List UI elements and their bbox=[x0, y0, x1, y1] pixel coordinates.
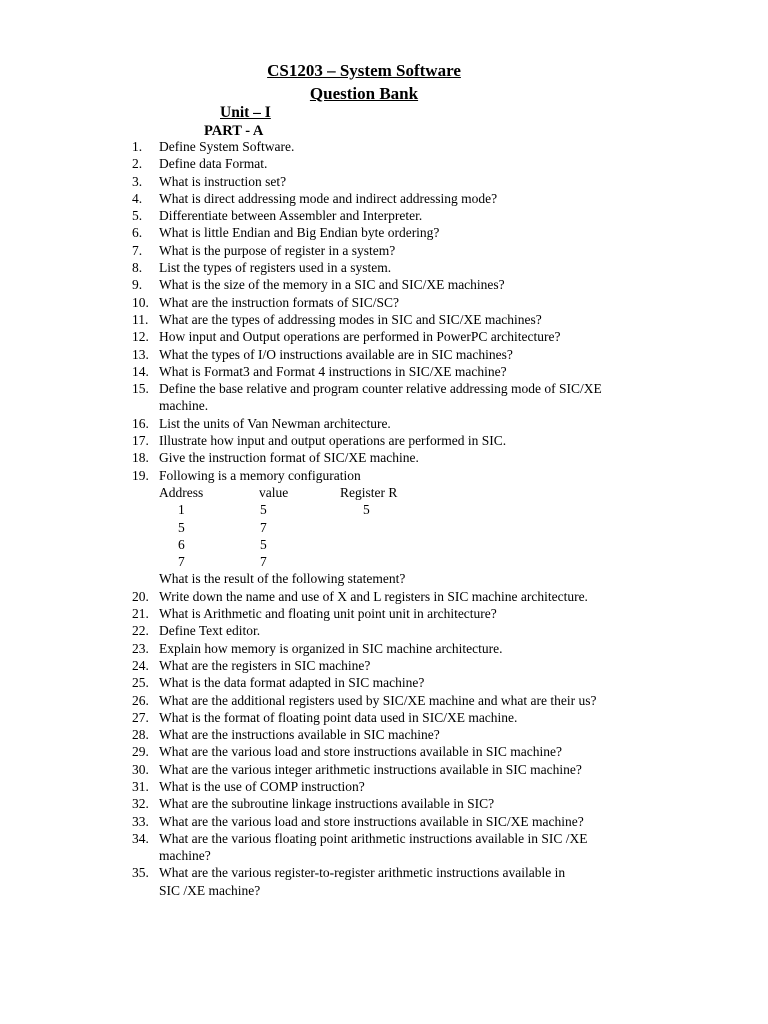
question-text: What are the types of addressing modes in SIC and SIC/XE machines? bbox=[159, 311, 542, 327]
question-item bbox=[132, 830, 732, 865]
question-number: 26. bbox=[132, 692, 149, 708]
question-item bbox=[132, 657, 732, 674]
question-item bbox=[132, 294, 732, 311]
question-item bbox=[132, 328, 732, 345]
question-number: 10. bbox=[132, 294, 149, 310]
question-item bbox=[132, 743, 732, 760]
question-item bbox=[132, 415, 732, 432]
question-item bbox=[132, 467, 732, 588]
question-number: 33. bbox=[132, 813, 149, 829]
question-text: Following is a memory configuration bbox=[159, 467, 361, 483]
question-text: Define Text editor. bbox=[159, 623, 261, 639]
question-text: What is the result of the following statement? bbox=[159, 571, 406, 587]
memory-table-cell: 5 bbox=[363, 502, 370, 518]
question-text: What are the instructions available in SIC machine? bbox=[159, 727, 440, 743]
question-item bbox=[132, 449, 732, 466]
question-text: Give the instruction format of SIC/XE machine. bbox=[159, 450, 419, 466]
question-text: What are the registers in SIC machine? bbox=[159, 657, 371, 673]
question-text: What are the various floating point arithmetic instructions available in SIC /XE bbox=[159, 830, 588, 846]
memory-table-cell: 5 bbox=[178, 519, 185, 535]
question-item bbox=[132, 813, 732, 830]
memory-table-cell: 5 bbox=[260, 502, 267, 518]
question-text: What the types of I/O instructions available are in SIC machines? bbox=[159, 346, 513, 362]
question-number: 27. bbox=[132, 709, 149, 725]
memory-table-cell: 7 bbox=[178, 554, 185, 570]
question-number: 19. bbox=[132, 467, 149, 483]
question-item bbox=[132, 380, 732, 415]
question-number: 6. bbox=[132, 225, 143, 241]
question-number: 31. bbox=[132, 778, 149, 794]
question-number: 17. bbox=[132, 433, 149, 449]
memory-table-cell: 6 bbox=[178, 536, 185, 552]
question-item bbox=[132, 795, 732, 812]
question-item bbox=[132, 864, 732, 899]
question-text: machine. bbox=[159, 398, 209, 414]
question-text: Define the base relative and program counter relative addressing mode of SIC/XE bbox=[159, 381, 602, 397]
question-item bbox=[132, 242, 732, 259]
question-text: What are the various integer arithmetic instructions available in SIC machine? bbox=[159, 761, 582, 777]
question-item bbox=[132, 207, 732, 224]
question-item bbox=[132, 224, 732, 241]
memory-table-cell: 5 bbox=[260, 536, 267, 552]
question-number: 1. bbox=[132, 139, 143, 154]
question-number: 15. bbox=[132, 381, 149, 397]
question-item bbox=[132, 674, 732, 691]
question-text: Define data Format. bbox=[159, 156, 268, 172]
question-text: What is Format3 and Format 4 instructions in SIC/XE machine? bbox=[159, 363, 507, 379]
question-number: 29. bbox=[132, 744, 149, 760]
question-number: 13. bbox=[132, 346, 149, 362]
question-text: What are the additional registers used by SIC/XE machine and what are their us? bbox=[159, 692, 597, 708]
question-text: Write down the name and use of X and L registers in SIC machine architecture. bbox=[159, 588, 588, 604]
question-text: List the types of registers used in a system. bbox=[159, 260, 392, 276]
question-number: 16. bbox=[132, 415, 149, 431]
question-number: 34. bbox=[132, 830, 149, 846]
question-text: What are the instruction formats of SIC/SC? bbox=[159, 294, 399, 310]
question-number: 2. bbox=[132, 156, 143, 172]
question-item bbox=[132, 605, 732, 622]
question-text: What are the various load and store instructions available in SIC machine? bbox=[159, 744, 562, 760]
question-number: 12. bbox=[132, 329, 149, 345]
question-number: 32. bbox=[132, 796, 149, 812]
question-number: 11. bbox=[132, 311, 149, 327]
question-number: 9. bbox=[132, 277, 143, 293]
question-number: 30. bbox=[132, 761, 149, 777]
question-number: 23. bbox=[132, 640, 149, 656]
memory-table-row bbox=[159, 519, 732, 536]
question-item bbox=[132, 432, 732, 449]
memory-table-cell: 1 bbox=[178, 502, 185, 518]
question-text: What is little Endian and Big Endian byte ordering? bbox=[159, 225, 440, 241]
question-number: 22. bbox=[132, 623, 149, 639]
memory-table-row bbox=[159, 553, 732, 570]
question-text: What is Arithmetic and floating unit point unit in architecture? bbox=[159, 606, 497, 622]
question-item bbox=[132, 640, 732, 657]
question-number: 3. bbox=[132, 173, 143, 189]
memory-table-header bbox=[159, 484, 732, 501]
question-text: List the units of Van Newman architecture. bbox=[159, 415, 391, 431]
memory-table-cell: 7 bbox=[260, 519, 267, 535]
question-item bbox=[132, 588, 732, 605]
memory-table-row bbox=[159, 501, 732, 518]
question-text: Explain how memory is organized in SIC machine architecture. bbox=[159, 640, 503, 656]
page-title: CS1203 – System Software bbox=[267, 61, 461, 80]
page-subtitle: Question Bank bbox=[309, 84, 419, 103]
question-text: What is the purpose of register in a system? bbox=[159, 242, 396, 258]
question-item bbox=[132, 155, 732, 172]
memory-table-cell: 7 bbox=[260, 554, 267, 570]
question-text: Illustrate how input and output operations are performed in SIC. bbox=[159, 433, 507, 449]
question-item bbox=[132, 311, 732, 328]
question-text: What is direct addressing mode and indirect addressing mode? bbox=[159, 190, 498, 206]
question-text: What is the data format adapted in SIC machine? bbox=[159, 675, 425, 691]
question-item bbox=[132, 173, 732, 190]
question-item bbox=[132, 778, 732, 795]
question-number: 21. bbox=[132, 606, 149, 622]
question-item bbox=[132, 761, 732, 778]
memory-table-row bbox=[159, 536, 732, 553]
question-text: What is the size of the memory in a SIC and SIC/XE machines? bbox=[159, 277, 505, 293]
question-number: 8. bbox=[132, 260, 143, 276]
question-number: 35. bbox=[132, 865, 149, 881]
question-text: What are the subroutine linkage instructions available in SIC? bbox=[159, 796, 495, 812]
memory-table-header-cell: Address bbox=[159, 484, 204, 500]
question-item bbox=[132, 622, 732, 639]
question-number: 24. bbox=[132, 657, 149, 673]
question-item bbox=[132, 276, 732, 293]
question-number: 7. bbox=[132, 242, 143, 258]
question-item bbox=[132, 138, 732, 155]
question-text: What is the use of COMP instruction? bbox=[159, 778, 365, 794]
question-text: machine? bbox=[159, 848, 211, 864]
question-text: Differentiate between Assembler and Interpreter. bbox=[159, 208, 423, 224]
question-item bbox=[132, 259, 732, 276]
question-text: What are the various register-to-register arithmetic instructions available in bbox=[159, 865, 566, 881]
question-number: 14. bbox=[132, 363, 149, 379]
question-number: 5. bbox=[132, 208, 143, 224]
question-text: Define System Software. bbox=[159, 139, 295, 154]
question-item bbox=[132, 346, 732, 363]
question-number: 25. bbox=[132, 675, 149, 691]
question-text: What is instruction set? bbox=[159, 173, 287, 189]
question-number: 28. bbox=[132, 727, 149, 743]
question-text: What is the format of floating point data used in SIC/XE machine. bbox=[159, 709, 518, 725]
memory-configuration-table bbox=[159, 484, 732, 570]
question-text: What are the various load and store instructions available in SIC/XE machine? bbox=[159, 813, 584, 829]
question-number: 18. bbox=[132, 450, 149, 466]
question-text: How input and Output operations are performed in PowerPC architecture? bbox=[159, 329, 561, 345]
question-item bbox=[132, 363, 732, 380]
memory-table-header-cell: Register R bbox=[340, 484, 398, 500]
question-item bbox=[132, 692, 732, 709]
question-text: SIC /XE machine? bbox=[159, 882, 261, 898]
question-item bbox=[132, 709, 732, 726]
memory-table-header-cell: value bbox=[259, 484, 289, 500]
question-item bbox=[132, 190, 732, 207]
question-number: 4. bbox=[132, 190, 143, 206]
question-item bbox=[132, 726, 732, 743]
unit-heading: Unit – I bbox=[220, 104, 271, 121]
part-heading: PART - A bbox=[204, 123, 264, 139]
question-list bbox=[132, 138, 732, 899]
question-number: 20. bbox=[132, 588, 149, 604]
